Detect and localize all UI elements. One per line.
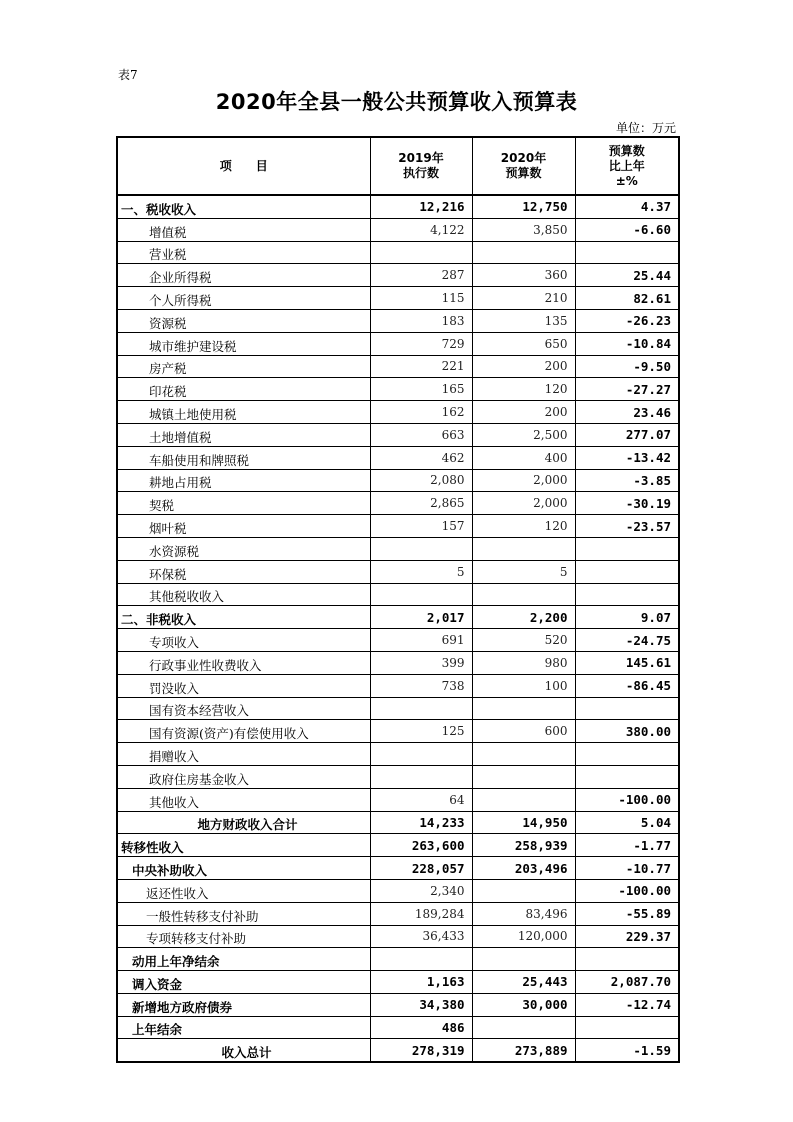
row-label: 企业所得税 — [117, 264, 370, 287]
value-2020: 600 — [472, 720, 575, 743]
value-2020 — [472, 743, 575, 766]
value-2019: 663 — [370, 423, 472, 446]
value-2019: 165 — [370, 378, 472, 401]
table-row — [117, 423, 679, 446]
value-2020: 2,200 — [472, 606, 575, 629]
value-2020: 200 — [472, 401, 575, 424]
change-percent: -10.77 — [575, 857, 679, 880]
header-item: 项 目 — [117, 137, 370, 195]
table-row — [117, 993, 679, 1016]
row-label: 增值税 — [117, 218, 370, 241]
value-2020: 258,939 — [472, 834, 575, 857]
change-percent: -86.45 — [575, 674, 679, 697]
value-2020: 120,000 — [472, 925, 575, 948]
value-2020: 3,850 — [472, 218, 575, 241]
value-2019: 691 — [370, 629, 472, 652]
value-2019: 4,122 — [370, 218, 472, 241]
value-2020 — [472, 879, 575, 902]
row-label: 新增地方政府债券 — [117, 993, 370, 1016]
row-label: 一般性转移支付补助 — [117, 902, 370, 925]
row-label: 其他税收收入 — [117, 583, 370, 606]
table-row — [117, 948, 679, 971]
value-2019: 278,319 — [370, 1039, 472, 1062]
value-2019 — [370, 697, 472, 720]
row-label: 国有资源(资产)有偿使用收入 — [117, 720, 370, 743]
change-percent: -100.00 — [575, 879, 679, 902]
table-row — [117, 697, 679, 720]
value-2019: 2,017 — [370, 606, 472, 629]
unit-label: 单位：万元 — [615, 121, 676, 135]
change-percent: 2,087.70 — [575, 971, 679, 994]
change-percent: -1.59 — [575, 1039, 679, 1062]
value-2019: 1,163 — [370, 971, 472, 994]
value-2019 — [370, 743, 472, 766]
table-row — [117, 765, 679, 788]
row-label: 收入总计 — [117, 1039, 370, 1062]
row-label: 专项转移支付补助 — [117, 925, 370, 948]
value-2019: 738 — [370, 674, 472, 697]
change-percent: -6.60 — [575, 218, 679, 241]
change-percent: -9.50 — [575, 355, 679, 378]
row-label: 个人所得税 — [117, 287, 370, 310]
row-label: 转移性收入 — [117, 834, 370, 857]
value-2019: 5 — [370, 560, 472, 583]
row-label: 环保税 — [117, 560, 370, 583]
value-2020: 203,496 — [472, 857, 575, 880]
row-label: 资源税 — [117, 309, 370, 332]
change-percent: -27.27 — [575, 378, 679, 401]
value-2020: 120 — [472, 378, 575, 401]
value-2020: 120 — [472, 515, 575, 538]
change-percent: -26.23 — [575, 309, 679, 332]
row-label: 返还性收入 — [117, 879, 370, 902]
value-2019 — [370, 948, 472, 971]
table-row — [117, 378, 679, 401]
table-row — [117, 355, 679, 378]
value-2020: 200 — [472, 355, 575, 378]
value-2020: 980 — [472, 651, 575, 674]
value-2019: 189,284 — [370, 902, 472, 925]
header-2019: 2019年 执行数 — [370, 137, 472, 195]
table-row — [117, 560, 679, 583]
table-row — [117, 446, 679, 469]
value-2019 — [370, 765, 472, 788]
change-percent — [575, 537, 679, 560]
value-2019: 183 — [370, 309, 472, 332]
value-2020: 25,443 — [472, 971, 575, 994]
table-row — [117, 879, 679, 902]
change-percent — [575, 697, 679, 720]
value-2020: 2,500 — [472, 423, 575, 446]
value-2020: 12,750 — [472, 195, 575, 218]
budget-table — [116, 136, 680, 1063]
change-percent: 277.07 — [575, 423, 679, 446]
change-percent: -10.84 — [575, 332, 679, 355]
change-percent: -100.00 — [575, 788, 679, 811]
value-2020: 14,950 — [472, 811, 575, 834]
table-row — [117, 1016, 679, 1039]
change-percent: -23.57 — [575, 515, 679, 538]
value-2020 — [472, 765, 575, 788]
value-2019: 263,600 — [370, 834, 472, 857]
table-row — [117, 606, 679, 629]
value-2019 — [370, 537, 472, 560]
change-percent: -24.75 — [575, 629, 679, 652]
value-2019: 486 — [370, 1016, 472, 1039]
row-label: 调入资金 — [117, 971, 370, 994]
change-percent: 380.00 — [575, 720, 679, 743]
change-percent — [575, 765, 679, 788]
row-label: 政府住房基金收入 — [117, 765, 370, 788]
value-2019: 2,080 — [370, 469, 472, 492]
value-2019: 228,057 — [370, 857, 472, 880]
table-row — [117, 583, 679, 606]
change-percent: -13.42 — [575, 446, 679, 469]
row-label: 专项收入 — [117, 629, 370, 652]
row-label: 二、非税收入 — [117, 606, 370, 629]
row-label: 动用上年净结余 — [117, 948, 370, 971]
row-label: 契税 — [117, 492, 370, 515]
change-percent — [575, 1016, 679, 1039]
value-2019 — [370, 241, 472, 264]
change-percent: -3.85 — [575, 469, 679, 492]
row-label: 一、税收收入 — [117, 195, 370, 218]
row-label: 耕地占用税 — [117, 469, 370, 492]
table-row — [117, 629, 679, 652]
table-row — [117, 218, 679, 241]
value-2020: 2,000 — [472, 492, 575, 515]
value-2020 — [472, 788, 575, 811]
value-2019: 34,380 — [370, 993, 472, 1016]
row-label: 印花税 — [117, 378, 370, 401]
table-row — [117, 287, 679, 310]
value-2020: 5 — [472, 560, 575, 583]
change-percent: 23.46 — [575, 401, 679, 424]
value-2019: 2,865 — [370, 492, 472, 515]
table-row — [117, 264, 679, 287]
value-2020: 400 — [472, 446, 575, 469]
value-2019: 64 — [370, 788, 472, 811]
table-row — [117, 743, 679, 766]
table-row — [117, 469, 679, 492]
change-percent: 9.07 — [575, 606, 679, 629]
value-2020 — [472, 697, 575, 720]
value-2019: 462 — [370, 446, 472, 469]
value-2020: 135 — [472, 309, 575, 332]
change-percent — [575, 743, 679, 766]
table-row — [117, 720, 679, 743]
value-2020 — [472, 583, 575, 606]
change-percent: 82.61 — [575, 287, 679, 310]
row-label: 其他收入 — [117, 788, 370, 811]
change-percent: -30.19 — [575, 492, 679, 515]
header-2020: 2020年 预算数 — [472, 137, 575, 195]
value-2019 — [370, 583, 472, 606]
change-percent: 229.37 — [575, 925, 679, 948]
value-2019: 14,233 — [370, 811, 472, 834]
row-label: 中央补助收入 — [117, 857, 370, 880]
table-row — [117, 811, 679, 834]
value-2020: 30,000 — [472, 993, 575, 1016]
row-label: 地方财政收入合计 — [117, 811, 370, 834]
change-percent: 5.04 — [575, 811, 679, 834]
value-2020 — [472, 537, 575, 560]
table-row — [117, 971, 679, 994]
table-row — [117, 332, 679, 355]
value-2019: 2,340 — [370, 879, 472, 902]
value-2019: 287 — [370, 264, 472, 287]
value-2020: 273,889 — [472, 1039, 575, 1062]
change-percent: 4.37 — [575, 195, 679, 218]
table-row — [117, 241, 679, 264]
row-label: 城镇土地使用税 — [117, 401, 370, 424]
value-2020: 650 — [472, 332, 575, 355]
row-label: 罚没收入 — [117, 674, 370, 697]
table-row — [117, 537, 679, 560]
table-row — [117, 902, 679, 925]
table-row — [117, 515, 679, 538]
page-title: 2020年全县一般公共预算收入预算表 — [215, 90, 578, 114]
value-2019: 157 — [370, 515, 472, 538]
row-label: 土地增值税 — [117, 423, 370, 446]
value-2020: 520 — [472, 629, 575, 652]
change-percent: 25.44 — [575, 264, 679, 287]
table-row — [117, 857, 679, 880]
row-label: 国有资本经营收入 — [117, 697, 370, 720]
table-header — [117, 137, 679, 195]
table-number: 表7 — [118, 68, 138, 82]
table-body — [117, 195, 679, 1062]
value-2020 — [472, 1016, 575, 1039]
row-label: 车船使用和牌照税 — [117, 446, 370, 469]
table-row — [117, 1039, 679, 1062]
value-2020 — [472, 948, 575, 971]
row-label: 水资源税 — [117, 537, 370, 560]
row-label: 上年结余 — [117, 1016, 370, 1039]
value-2019: 162 — [370, 401, 472, 424]
header-ratio: 预算数 比上年 ±% — [575, 137, 679, 195]
row-label: 行政事业性收费收入 — [117, 651, 370, 674]
row-label: 城市维护建设税 — [117, 332, 370, 355]
change-percent: 145.61 — [575, 651, 679, 674]
change-percent: -55.89 — [575, 902, 679, 925]
value-2019: 12,216 — [370, 195, 472, 218]
row-label: 捐赠收入 — [117, 743, 370, 766]
table-row — [117, 309, 679, 332]
change-percent — [575, 583, 679, 606]
value-2020: 210 — [472, 287, 575, 310]
value-2019: 125 — [370, 720, 472, 743]
row-label: 烟叶税 — [117, 515, 370, 538]
value-2019: 729 — [370, 332, 472, 355]
table-row — [117, 925, 679, 948]
table-row — [117, 834, 679, 857]
value-2020: 100 — [472, 674, 575, 697]
value-2019: 221 — [370, 355, 472, 378]
table-row — [117, 651, 679, 674]
change-percent: -1.77 — [575, 834, 679, 857]
value-2020: 2,000 — [472, 469, 575, 492]
table-row — [117, 674, 679, 697]
table-row — [117, 195, 679, 218]
change-percent — [575, 948, 679, 971]
change-percent — [575, 560, 679, 583]
table-row — [117, 788, 679, 811]
change-percent — [575, 241, 679, 264]
change-percent: -12.74 — [575, 993, 679, 1016]
value-2020: 83,496 — [472, 902, 575, 925]
value-2020 — [472, 241, 575, 264]
value-2019: 115 — [370, 287, 472, 310]
row-label: 营业税 — [117, 241, 370, 264]
value-2020: 360 — [472, 264, 575, 287]
row-label: 房产税 — [117, 355, 370, 378]
value-2019: 399 — [370, 651, 472, 674]
table-row — [117, 492, 679, 515]
table-row — [117, 401, 679, 424]
value-2019: 36,433 — [370, 925, 472, 948]
